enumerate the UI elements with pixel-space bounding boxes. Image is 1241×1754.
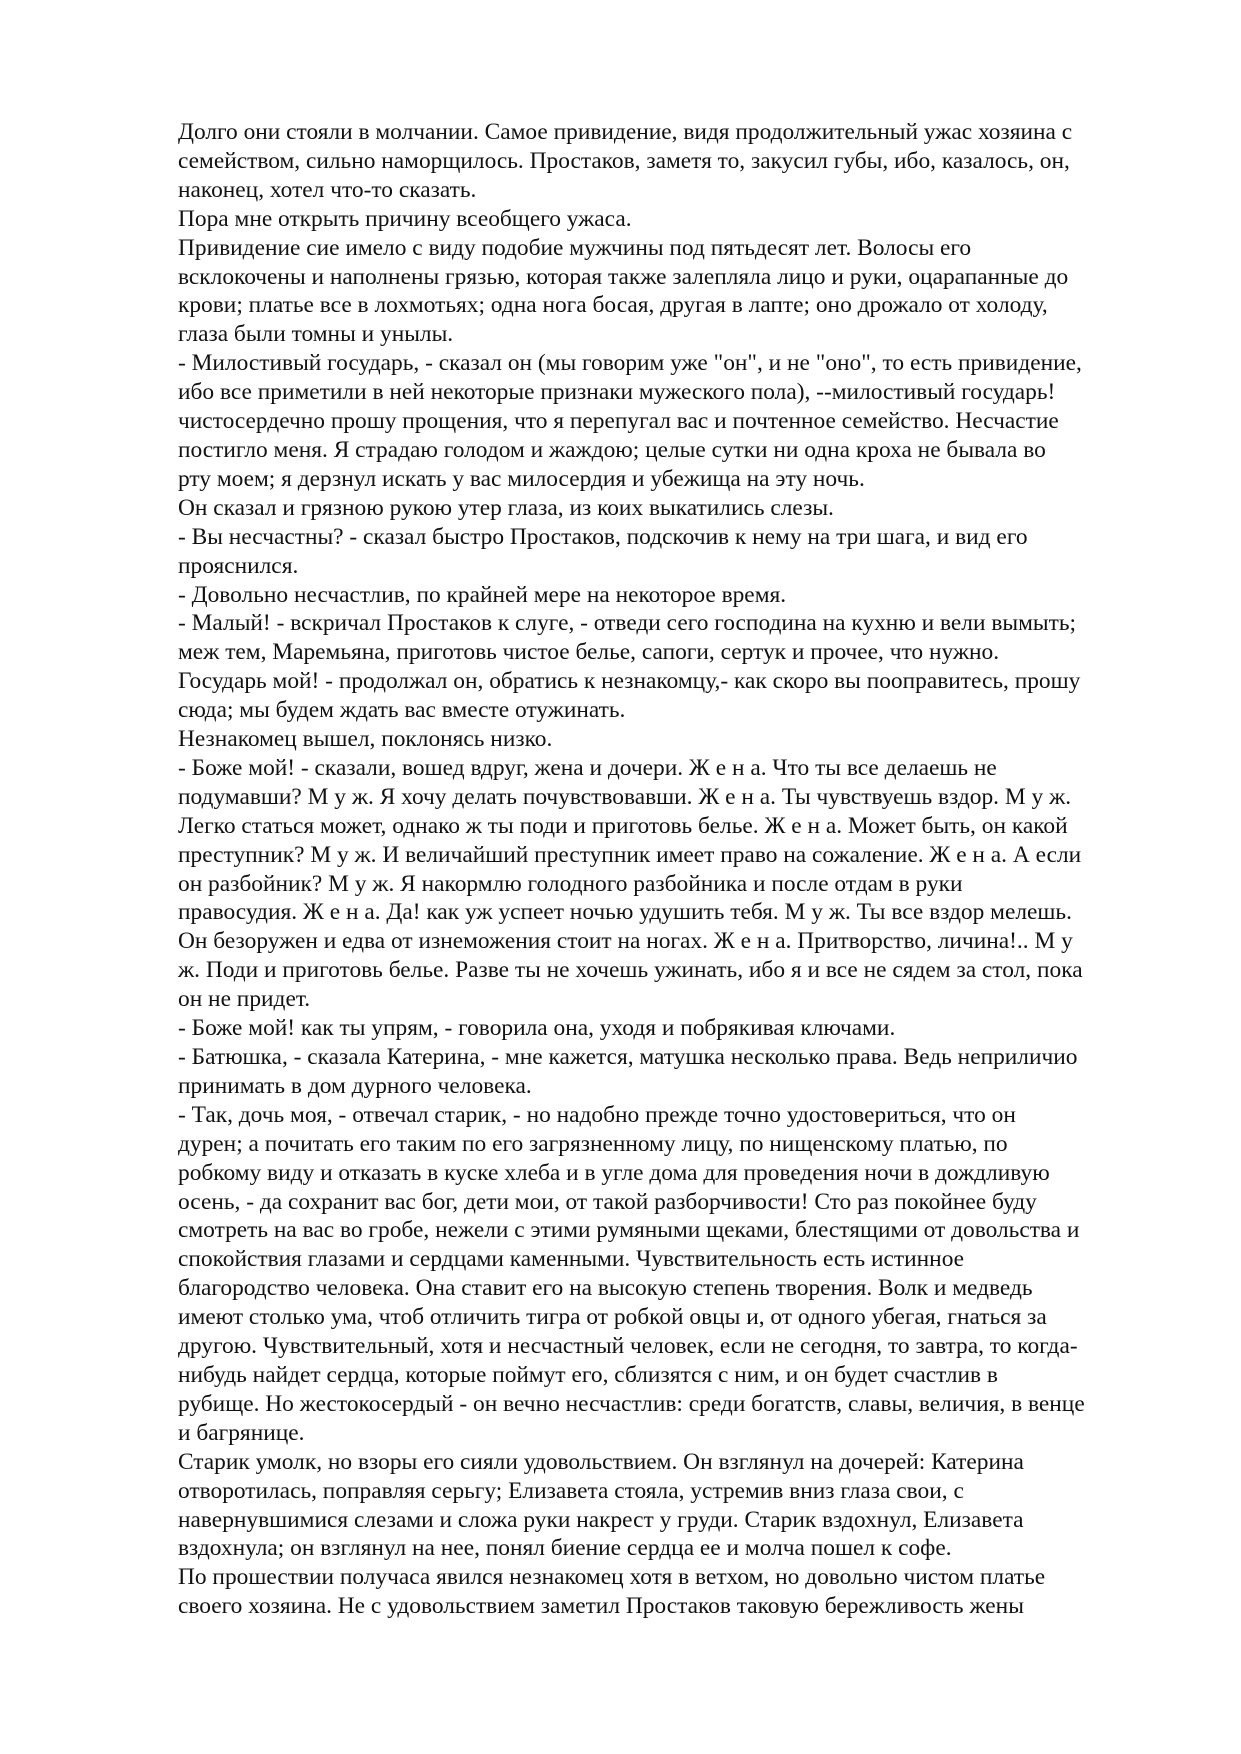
text-line: - Милостивый государь, - сказал он (мы говорим уже "он", и не "оно", то есть привидение,: [178, 350, 1082, 377]
text-line: и багрянице.: [178, 1419, 305, 1446]
text-line: отворотилась, поправляя серьгу; Елизавета стояла, устремив вниз глаза свои, с: [178, 1477, 964, 1504]
text-line: Старик умолк, но взоры его сияли удовольствием. Он взглянул на дочерей: Катерина: [178, 1448, 1024, 1475]
text-line: крови; платье все в лохмотьях; одна нога босая, другая в лапте; оно дрожало от холоду,: [178, 292, 1048, 319]
text-line: имеют столько ума, чтоб отличить тигра от робкой овцы и, от одного убегая, гнаться за: [178, 1304, 1047, 1331]
text-line: он не придет.: [178, 986, 311, 1013]
text-line: Незнакомец вышел, поклонясь низко.: [178, 726, 553, 753]
text-line: меж тем, Маремьяна, приготовь чистое белье, сапоги, сертук и прочее, что нужно.: [178, 639, 1000, 666]
text-line: глаза были томны и унылы.: [178, 321, 454, 348]
text-line: По прошествии получаса явился незнакомец хотя в ветхом, но довольно чистом платье: [178, 1564, 1046, 1591]
text-line: дурен; а почитать его таким по его загрязненному лицу, по нищенскому платью, по: [178, 1130, 1008, 1157]
text-line: всклокочены и наполнены грязью, которая также залепляла лицо и руки, оцарапанные до: [178, 263, 1069, 290]
text-line: другою. Чувствительный, хотя и несчастный человек, если не сегодня, то завтра, то когда-: [178, 1333, 1078, 1360]
text-line: - Малый! - вскричал Простаков к слуге, - отведи сего господина на кухню и вели вымыть;: [178, 610, 1077, 637]
text-line: навернувшимися слезами и сложа руки накрест у груди. Старик вздохнул, Елизавета: [178, 1506, 1024, 1533]
text-line: нибудь найдет сердца, которые поймут его, сблизятся с ним, и он будет счастлив в: [178, 1361, 998, 1388]
text-line: постигло меня. Я страдаю голодом и жаждою; целые сутки ни одна кроха не бывала во: [178, 436, 1046, 463]
text-line: сюда; мы будем ждать вас вместе отужинать.: [178, 697, 626, 724]
text-line: - Так, дочь моя, - отвечал старик, - но надобно прежде точно удостовериться, что он: [178, 1101, 1016, 1128]
text-line: смотреть на вас во гробе, нежели с этими румяными щеками, блестящими от довольства и: [178, 1217, 1080, 1244]
text-line: Он безоружен и едва от изнеможения стоит на ногах. Ж е н а. Притворство, личина!.. М у: [178, 928, 1073, 955]
text-line: ж. Поди и приготовь белье. Разве ты не хочешь ужинать, ибо я и все не сядем за стол, пока: [178, 957, 1083, 984]
text-line: - Боже мой! как ты упрям, - говорила она, уходя и побрякивая ключами.: [178, 1015, 896, 1042]
text-line: Привидение сие имело с виду подобие мужчины под пятьдесят лет. Волосы его: [178, 234, 972, 261]
text-line: благородство человека. Она ставит его на высокую степень творения. Волк и медведь: [178, 1275, 1033, 1302]
text-line: принимать в дом дурного человека.: [178, 1072, 532, 1099]
text-line: Государь мой! - продолжал он, обратись к незнакомцу,- как скоро вы пооправитесь, прошу: [178, 668, 1081, 695]
text-line: своего хозяина. Не с удовольствием заметил Простаков таковую бережливость жены: [178, 1593, 1024, 1620]
text-line: семейством, сильно наморщилось. Простаков, заметя то, закусил губы, ибо, казалось, он,: [178, 147, 1070, 174]
text-line: чистосердечно прошу прощения, что я перепугал вас и почтенное семейство. Несчастие: [178, 408, 1059, 435]
text-line: робкому виду и отказать в куске хлеба и в угле дома для проведения ночи в дождливую: [178, 1159, 1050, 1186]
text-line: прояснился.: [178, 552, 299, 579]
text-line: ибо все приметили в ней некоторые признаки мужеского пола), --милостивый государь!: [178, 379, 1056, 406]
text-line: Легко статься может, однако ж ты поди и приготовь белье. Ж е н а. Может быть, он какой: [178, 812, 1068, 839]
document-page: [178, 118, 1163, 1621]
text-line: правосудия. Ж е н а. Да! как уж успеет ночью удушить тебя. М у ж. Ты все вздор мелешь.: [178, 899, 1072, 926]
text-line: подумавши? М у ж. Я хочу делать почувствовавши. Ж е н а. Ты чувствуешь вздор. М у ж.: [178, 783, 1072, 810]
text-line: Он сказал и грязною рукою утер глаза, из коих выкатились слезы.: [178, 494, 834, 521]
text-line: он разбойник? М у ж. Я накормлю голодного разбойника и после отдам в руки: [178, 870, 963, 897]
text-line: Пора мне открыть причину всеобщего ужаса.: [178, 205, 632, 232]
text-line: - Вы несчастны? - сказал быстро Простаков, подскочив к нему на три шага, и вид его: [178, 523, 1028, 550]
text-line: спокойствия глазами и сердцами каменными. Чувствительность есть истинное: [178, 1246, 965, 1273]
text-line: - Боже мой! - сказали, вошед вдруг, жена и дочери. Ж е н а. Что ты все делаешь не: [178, 754, 997, 781]
text-line: рубище. Но жестокосердый - он вечно несчастлив: среди богатств, славы, величия, в венце: [178, 1390, 1085, 1417]
text-line: - Довольно несчастлив, по крайней мере на некоторое время.: [178, 581, 787, 608]
text-line: вздохнула; он взглянул на нее, понял биение сердца ее и молча пошел к софе.: [178, 1535, 952, 1562]
text-line: Долго они стояли в молчании. Самое привидение, видя продолжительный ужас хозяина с: [178, 119, 1073, 145]
text-line: наконец, хотел что-то сказать.: [178, 176, 477, 203]
text-line: преступник? М у ж. И величайший преступник имеет право на сожаление. Ж е н а. А если: [178, 841, 1082, 868]
text-line: рту моем; я дерзнул искать у вас милосердия и убежища на эту ночь.: [178, 465, 865, 492]
text-line: - Батюшка, - сказала Катерина, - мне кажется, матушка несколько права. Ведь неприличио: [178, 1044, 1078, 1070]
text-line: осень, - да сохранит вас бог, дети мои, от такой разборчивости! Сто раз покойнее буду: [178, 1188, 1037, 1215]
